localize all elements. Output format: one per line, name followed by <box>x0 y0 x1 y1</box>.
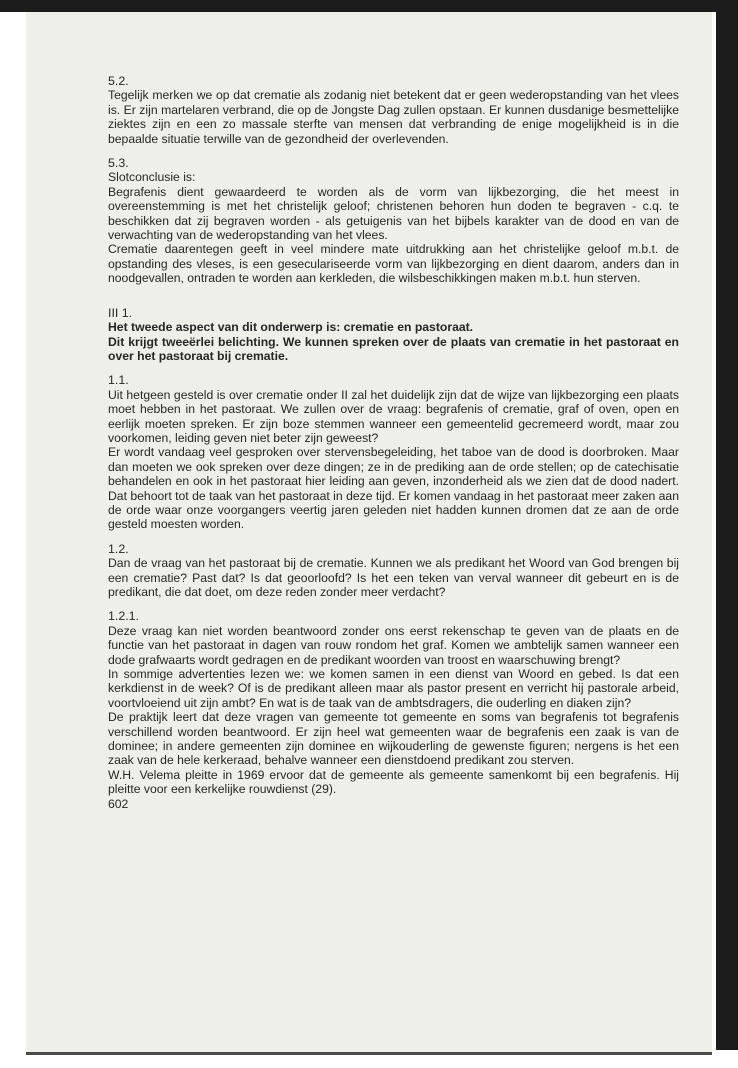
paragraph-1-1-1: Uit hetgeen gesteld is over crematie onder II zal het duidelijk zijn dat de wijze van lijkbezorging een plaats moet hebben in het pastoraat. We zullen over de vraag: begrafenis of crematie, graf of oven, open en eerlijk moeten spreken. Er zijn boze stemmen wanneer een gemeentelid gecremeerd wordt, maar zou voorkomen, leiding geven niet beter zijn geweest? <box>108 387 679 445</box>
paragraph-1-2-1-4: W.H. Velema pleitte in 1969 ervoor dat de gemeente als gemeente samenkomt bij een begrafenis. Hij pleitte voor een kerkelijke rouwdienst (29). <box>108 767 679 797</box>
paragraph-1-2-1-3: De praktijk leert dat deze vragen van gemeente tot gemeente en soms van begrafenis tot begrafenis verschillend worden beantwoord. Er zijn heel wat gemeenten waar de begrafenis een zaak is van de dominee; in andere gemeenten zijn dominee en wijkouderling de gewenste figuren; nergens is het een zaak van de hele kerkeraad, behalve wanneer een dienstdoend predikant zou sterven. <box>108 710 679 768</box>
section-number-5-2: 5.2. <box>108 74 129 88</box>
section-heading-bold-2: Dit krijgt tweeërlei belichting. We kunnen spreken over de plaats van crematie in het pastoraat en over het pastoraat bij crematie. <box>108 334 679 363</box>
scan-border-right <box>716 0 738 1060</box>
section-intro <box>108 320 679 363</box>
scan-border-top <box>0 0 738 12</box>
paragraph-5-3-2: Crematie daarentegen geeft in veel mindere mate uitdrukking aan het christelijke geloof m.b.t. de opstanding des vleses, is een geseculariseerde vorm van lijkbezorging en dient daarom, anders dan in noodgevallen, ontraden te worden aan kerkleden, die wilsbeschikkingen maken m.b.t. hun sterven. <box>108 242 679 286</box>
paragraph-1-1-2: Er wordt vandaag veel gesproken over stervensbegeleiding, het taboe van de dood is doorbroken. Maar dan moeten we ook spreken over deze dingen; ze in de prediking aan de orde stellen; op de catechisatie behandelen en ook in het pastoraat hier leiding aan geven, inzonderheid als we zien dat de dood nadert. Dat behoort tot de taak van het pastoraat in deze tijd. Er komen vandaag in het pastoraat meer zaken aan de orde waar onze voorgangers veertig jaren geleden niet hadden kunnen dromen dat ze aan de orde gesteld moesten worden. <box>108 445 679 532</box>
page-number: 602 <box>108 796 129 811</box>
paragraph-5-3-1: Begrafenis dient gewaardeerd te worden als de vorm van lijkbezorging, die het meest in overeenstemming is met het christelijk geloof; christenen behoren hun doden te begraven - c.q. te beschikken dat zij begraven worden - als getuigenis van het bijbels karakter van de dood en van de verwachting van de wederopstanding van het vlees. <box>108 184 679 243</box>
section-number-1-2: 1.2. <box>108 541 129 556</box>
paragraph-5-2: Tegelijk merken we op dat crematie als zodanig niet betekent dat er geen wederopstanding van het vlees is. Er zijn martelaren verbrand, die op de Jongste Dag zullen opstaan. Er kunnen dusdanige besmettelijke ziektes zijn en een zo massale sterfte van mensen dat verbranding de enige mogelijkheid is in die bepaalde situatie terwille van de gezondheid der overlevenden. <box>108 88 679 146</box>
page-content <box>108 74 679 811</box>
paragraph-1-2-1-1: Deze vraag kan niet worden beantwoord zonder ons eerst rekenschap te geven van de plaats en de functie van het pastoraat in dagen van rouw rondom het graf. Komen we ambtelijk samen wanneer een dode grafwaarts wordt gedragen en de predikant woorden van troost en waarschuwing brengt? <box>108 623 679 667</box>
paragraph-1-2-1-2: In sommige advertenties lezen we: we komen samen in een dienst van Woord en gebed. Is dat een kerkdienst in de week? Of is de predikant alleen maar als pastor present en verricht hij pastorale arbeid, voortvloeiend uit zijn ambt? En wat is de taak van de ambtsdragers, die ouderling en diaken zijn? <box>108 667 679 710</box>
paragraph-1-2-1: Dan de vraag van het pastoraat bij de crematie. Kunnen we als predikant het Woord van God brengen bij een crematie? Past dat? Is dat geoorloofd? Is het een teken van verval wanneer dit gebeurt en is de predikant, die dat doet, om deze reden zonder meer verdacht? <box>108 556 679 599</box>
section-number-1-1: 1.1. <box>108 373 129 388</box>
section-heading-bold-1: Het tweede aspect van dit onderwerp is: crematie en pastoraat. <box>108 320 474 335</box>
section-number-5-3: 5.3. <box>108 156 129 171</box>
section-number-1-2-1: 1.2.1. <box>108 609 140 624</box>
conclusion-label: Slotconclusie is: <box>108 170 196 185</box>
document-page <box>26 12 712 1055</box>
section-number-3-1: III 1. <box>108 305 133 320</box>
